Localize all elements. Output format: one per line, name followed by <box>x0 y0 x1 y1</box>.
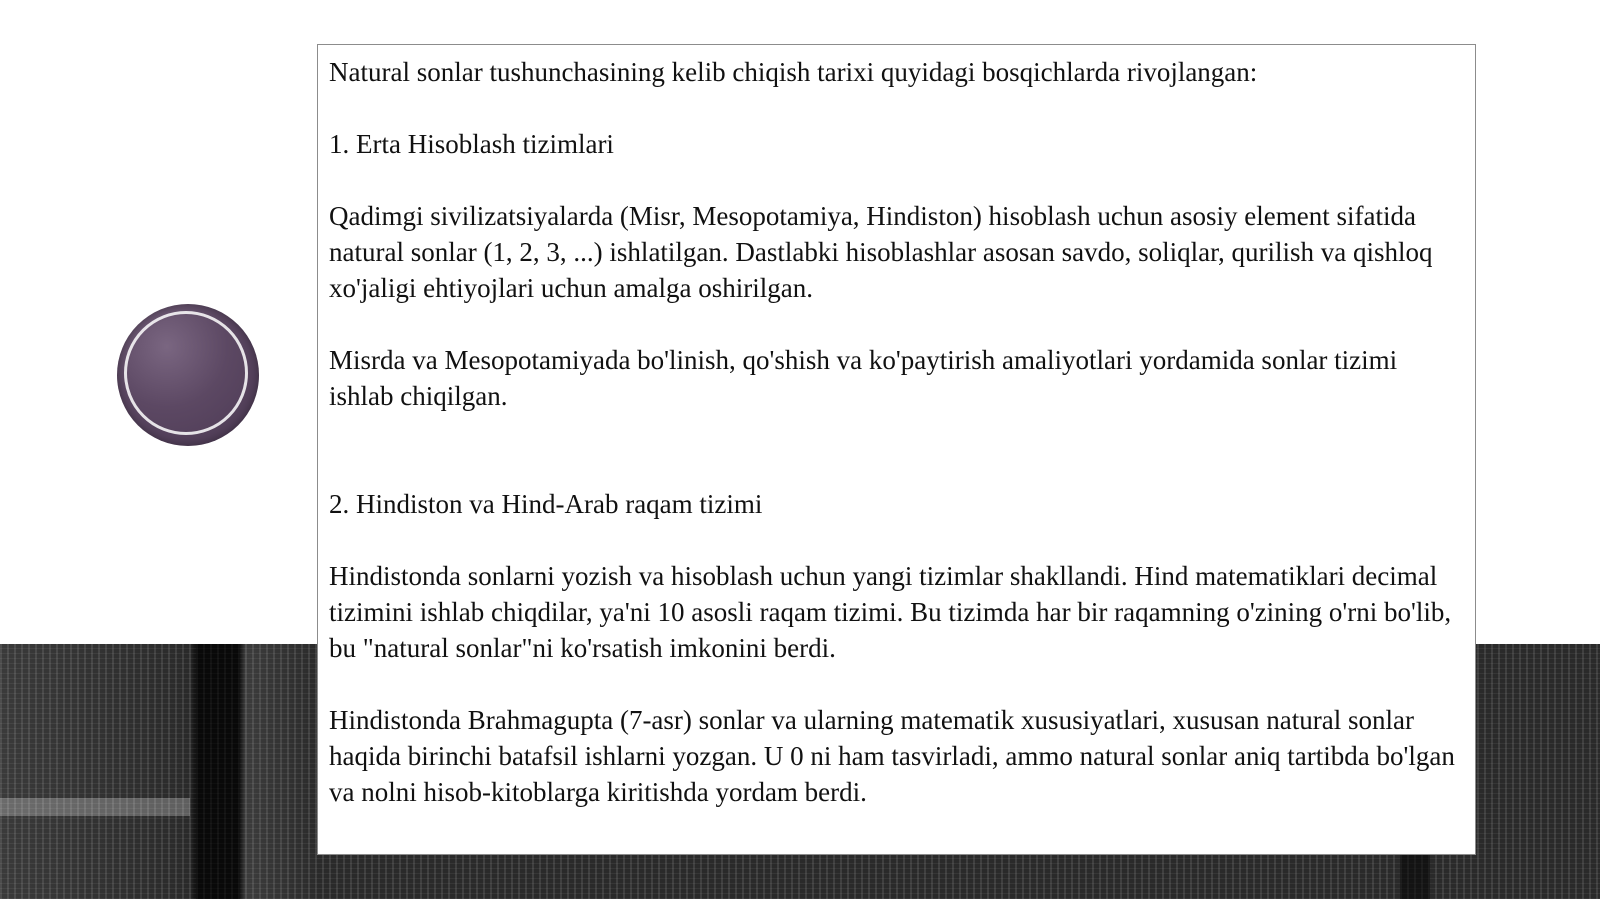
section-2-paragraph-2: Hindistonda Brahmagupta (7-asr) sonlar va ularning matematik xususiyatlari, xususan natural sonlar haqida birinchi batafsil ishlarni yozgan. U 0 ni ham tasvirladi, ammo natural sonlar aniq tartibda bo'lgan va nolni hisob-kitoblarga kiritishda yordam berdi. <box>329 705 1455 807</box>
band-light-streak <box>0 798 190 816</box>
intro-text: Natural sonlar tushunchasining kelib chiqish tarixi quyidagi bosqichlarda rivojlangan: <box>329 57 1258 87</box>
section-1-paragraph-1: Qadimgi sivilizatsiyalarda (Misr, Mesopotamiya, Hindiston) hisoblash uchun asosiy element sifatida natural sonlar (1, 2, 3, ...) ishlatilgan. Dastlabki hisoblashlar asosan savdo, soliqlar, qurilish va qishloq xo'jaligi ehtiyojlari uchun amalga oshirilgan. <box>329 201 1433 303</box>
section-1-heading: 1. Erta Hisoblash tizimlari <box>329 129 614 159</box>
text-content-box <box>317 44 1476 855</box>
section-2-heading: 2. Hindiston va Hind-Arab raqam tizimi <box>329 489 763 519</box>
circle-emblem-ring <box>124 311 248 435</box>
section-1-paragraph-2: Misrda va Mesopotamiyada bo'linish, qo'shish va ko'paytirish amaliyotlari yordamida sonlar tizimi ishlab chiqilgan. <box>329 345 1398 411</box>
band-dark-stripe <box>196 644 240 899</box>
section-2-paragraph-1: Hindistonda sonlarni yozish va hisoblash uchun yangi tizimlar shakllandi. Hind matematiklari decimal tizimini ishlab chiqdilar, ya'ni 10 asosli raqam tizimi. Bu tizimda har bir raqamning o'zining o'rni bo'lib, bu "natural sonlar"ni ko'rsatish imkonini berdi. <box>329 561 1452 663</box>
